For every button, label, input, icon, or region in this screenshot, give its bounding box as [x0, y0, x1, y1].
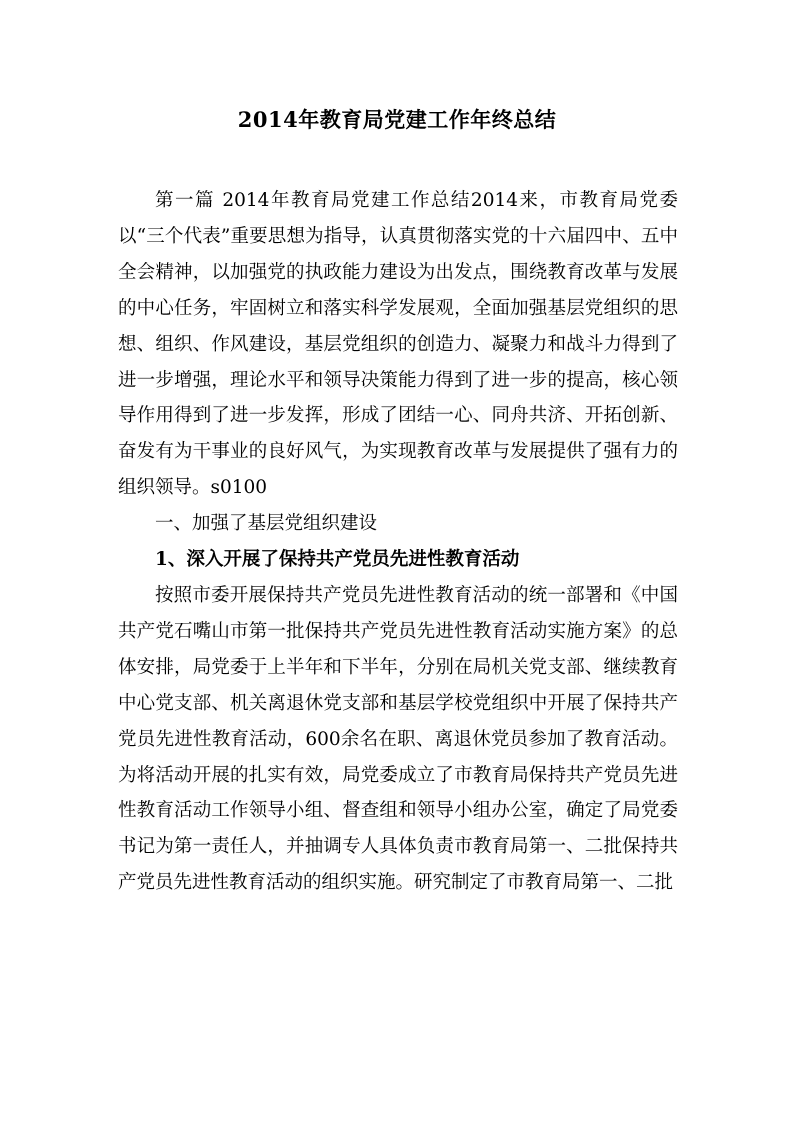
section-heading-1: 一、加强了基层党组织建设: [155, 513, 378, 535]
subsection-heading-1-1: 1、深入开展了保持共产党员先进性教育活动: [155, 549, 520, 571]
paragraph-body: 按照市委开展保持共产党员先进性教育活动的统一部署和《中国共产党石嘴山市第一批保持共产党员先进性教育活动实施方案》的总体安排，局党委于上半年和下半年，分别在局机关党支部、继续教育中心党支部、机关离退休党支部和基层学校党组织中开展了保持共产党员先进性教育活动，600余名在职、离退休党员参加了教育活动。为将活动开展的扎实有效，局党委成立了市教育局保持共产党员先进性教育活动工作领导小组、督查组和领导小组办公室，确定了局党委书记为第一责任人，并抽调专人具体负责市教育局第一、二批保持共产党员先进性教育活动的组织实施。研究制定了市教育局第一、二批: [118, 584, 678, 894]
document-title: 2014年教育局党建工作年终总结: [237, 107, 557, 132]
document-body: [118, 183, 678, 901]
paragraph-intro: 第一篇 2014年教育局党建工作总结2014来，市教育局党委以“三个代表”重要思想为指导，认真贯彻落实党的十六届四中、五中全会精神，以加强党的执政能力建设为出发点，围绕教育改革与发展的中心任务，牢固树立和落实科学发展观，全面加强基层党组织的思想、组织、作风建设，基层党组织的创造力、凝聚力和战斗力得到了进一步增强，理论水平和领导决策能力得到了进一步的提高，核心领导作用得到了进一步发挥，形成了团结一心、同舟共济、开拓创新、奋发有为干事业的良好风气，为实现教育改革与发展提供了强有力的组织领导。s0100: [118, 190, 678, 499]
